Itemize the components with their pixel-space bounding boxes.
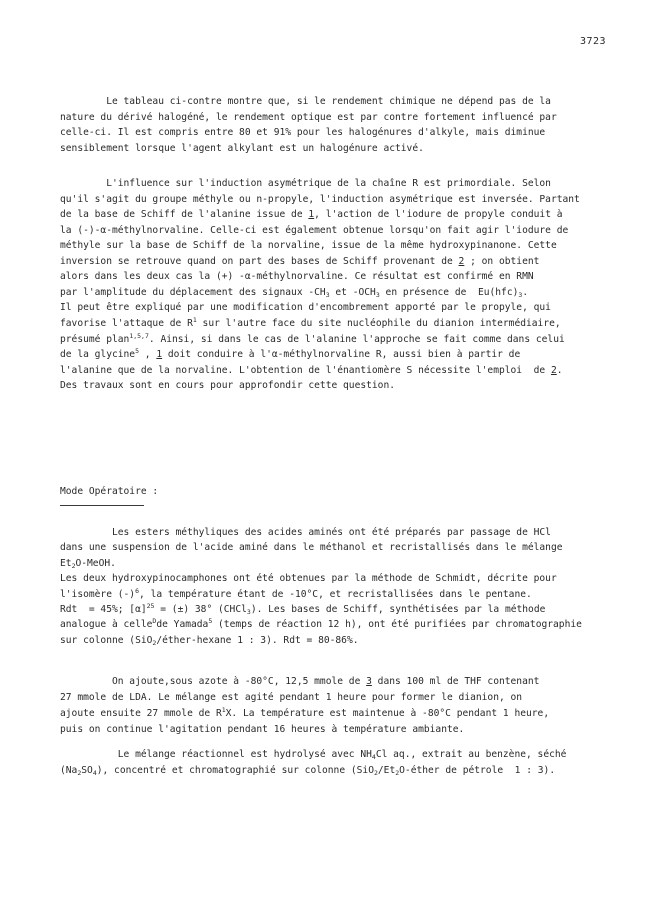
section-heading: Mode Opératoire : bbox=[60, 486, 159, 497]
text-line: puis on continue l'agitation pendant 16 heures à température ambiante. bbox=[60, 724, 465, 735]
text-line: favorise l'attaque de $R^1$ sur l'autre face du site nucléophile du dianion intermédiaire, bbox=[60, 315, 561, 329]
text-line: $Et_2O$-MeOH. bbox=[60, 557, 116, 570]
text-line: alors dans les deux cas la (+) -α-méthylnorvaline. Ce résultat est confirmé en RMN bbox=[60, 271, 534, 283]
text-line: Les esters méthyliques des acides aminés ont été préparés par passage de HCl bbox=[60, 527, 551, 538]
text-line: de la glycine$^5$ , 1 doit conduire à l'α-méthylnorvaline R, aussi bien à partir de bbox=[60, 347, 521, 361]
text-line: celle-ci. Il est compris entre 80 et 91% pour les halogénures d'alkyle, mais diminue bbox=[60, 127, 546, 139]
text-line: l'isomère $(-)^6$, la température étant de -10°C, et recristallisées dans le pentane. bbox=[60, 586, 532, 600]
text-line: nature du dérivé halogéné, le rendement optique est par contre fortement influencé par bbox=[60, 111, 557, 123]
text-line: présumé plan$^{1,5,7}$. Ainsi, si dans le cas de l'alanine l'approche se fait comme dans celui bbox=[60, 331, 565, 345]
text-line: méthyle sur la base de Schiff de la norvaline, issue de la même hydroxypinanone. Cette bbox=[60, 240, 557, 252]
text-line: l'alanine que de la norvaline. L'obtention de l'énantiomère S nécessite l'emploi de 2. bbox=[60, 364, 563, 376]
text-line: la (-)-α-méthylnorvaline. Celle-ci est également obtenue lorsqu'on fait agir l'iodure de bbox=[60, 224, 569, 236]
text-line: Il peut être expliqué par une modification d'encombrement apporté par le propyle, qui bbox=[60, 302, 551, 314]
text-line: Les deux hydroxypinocamphones ont été obtenues par la méthode de Schmidt, décrite pour bbox=[60, 573, 557, 585]
text-line: par l'amplitude du déplacement des signaux $-CH_3$ et $-OCH_3$ en présence de $Eu(hfc)_3$. bbox=[60, 286, 529, 299]
text-line: analogue à celle$^D$de Yamada$^5$ (temps de réaction 12 h), ont été purifiées par chromatographie bbox=[60, 617, 582, 631]
text-line: On ajoute,sous azote à -80°C, 12,5 mmole de 3 dans 100 ml de THF contenant bbox=[60, 676, 540, 687]
text-line: Des travaux sont en cours pour approfondir cette question. bbox=[60, 380, 396, 392]
text-line: Rdt = 45%; $[\alpha]^{25}$ = (±) 38° (CHCl$_3$). Les bases de Schiff, synthétisées par la méthode bbox=[60, 602, 546, 616]
text-line: L'influence sur l'induction asymétrique de la chaîne R est primordiale. Selon bbox=[60, 178, 551, 189]
heading-underline bbox=[60, 505, 144, 506]
text-line: 27 mmole de LDA. Le mélange est agité pendant 1 heure pour former le dianion, on bbox=[60, 692, 523, 703]
text-line: Le mélange réactionnel est hydrolysé avec $NH_4Cl$ aq., extrait au benzène, séché bbox=[60, 749, 567, 761]
text-line: $(Na_2SO_4)$, concentré et chromatographié sur colonne ($SiO_2/Et_2O$-éther de pétrole 1 : 3). bbox=[60, 765, 556, 777]
text-line: inversion se retrouve quand on part des bases de Schiff provenant de 2 ; on obtient bbox=[60, 255, 540, 267]
text-line: ajoute ensuite 27 mmole de $R^1X$. La température est maintenue à -80°C pendant 1 heure, bbox=[60, 706, 550, 719]
text-line: dans une suspension de l'acide aminé dans le méthanol et recristallisés dans le mélange bbox=[60, 542, 563, 554]
text-line: de la base de Schiff de l'alanine issue de 1, l'action de l'iodure de propyle conduit à bbox=[60, 209, 563, 221]
text-line: sensiblement lorsque l'agent alkylant est un halogénure activé. bbox=[60, 143, 424, 155]
text-line: Le tableau ci-contre montre que, si le rendement chimique ne dépend pas de la bbox=[60, 96, 551, 107]
page-number: 3723 bbox=[580, 36, 607, 47]
text-line: qu'il s'agit du groupe méthyle ou n-propyle, l'induction asymétrique est inversée. Partant bbox=[60, 193, 580, 205]
text-line: sur colonne (SiO$_2$/éther-hexane 1 : 3). Rdt = 80-86%. bbox=[60, 634, 359, 647]
